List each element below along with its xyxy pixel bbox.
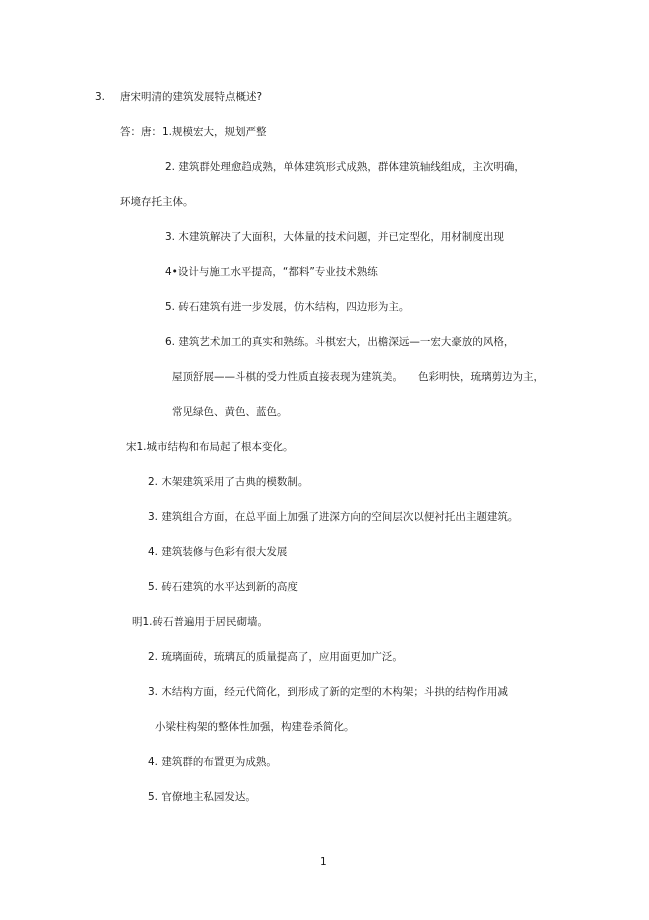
answer-line: 6. 建筑艺术加工的真实和熟练。斗棋宏大，出檐深远—一宏大豪放的风格， <box>165 336 515 348</box>
answer-line: 5. 砖石建筑的水平达到新的高度 <box>148 581 298 593</box>
answer-line: 答：唐：1.规模宏大，规划严整 <box>120 126 267 138</box>
answer-line: 2. 琉璃面砖，琉璃瓦的质量提高了，应用面更加广泛。 <box>148 651 403 663</box>
answer-line: 常见绿色、黄色、蓝色。 <box>172 406 288 418</box>
question-number: 3. <box>95 91 106 103</box>
answer-line: 环境存托主体。 <box>120 196 194 208</box>
answer-line: 4•设计与施工水平提高，“都料”专业技术熟练 <box>165 266 378 278</box>
answer-line: 3. 建筑组合方面，在总平面上加强了进深方向的空间层次以便衬托出主题建筑。 <box>148 511 519 523</box>
answer-line: 3. 木建筑解决了大面积，大体量的技术问题，并已定型化，用材制度出现 <box>165 231 504 243</box>
page-number: 1 <box>320 856 327 868</box>
answer-line: 屋顶舒展——斗棋的受力性质直接表现为建筑美。 <box>172 371 403 383</box>
answer-line: 3. 木结构方面，经元代简化，到形成了新的定型的木构架；斗拱的结构作用减 <box>148 686 508 698</box>
answer-line: 明1.砖石普遍用于居民砌墙。 <box>132 616 269 628</box>
answer-line: 小梁柱构架的整体性加强，构建卷杀简化。 <box>155 721 355 733</box>
answer-line: 4. 建筑装修与色彩有很大发展 <box>148 546 288 558</box>
answer-line: 色彩明快，琉璃剪边为主， <box>418 371 544 383</box>
answer-line: 4. 建筑群的布置更为成熟。 <box>148 756 277 768</box>
question-title: 唐宋明清的建筑发展特点概述? <box>120 91 263 103</box>
answer-line: 5. 官僚地主私园发达。 <box>148 791 256 803</box>
answer-line: 2. 木架建筑采用了古典的模数制。 <box>148 476 309 488</box>
answer-line: 宋1.城市结构和布局起了根本变化。 <box>126 441 294 453</box>
answer-line: 2. 建筑群处理愈趋成熟，单体建筑形式成熟，群体建筑轴线组成，主次明确， <box>165 161 525 173</box>
answer-line: 5. 砖石建筑有进一步发展，仿木结构，四边形为主。 <box>165 301 410 313</box>
